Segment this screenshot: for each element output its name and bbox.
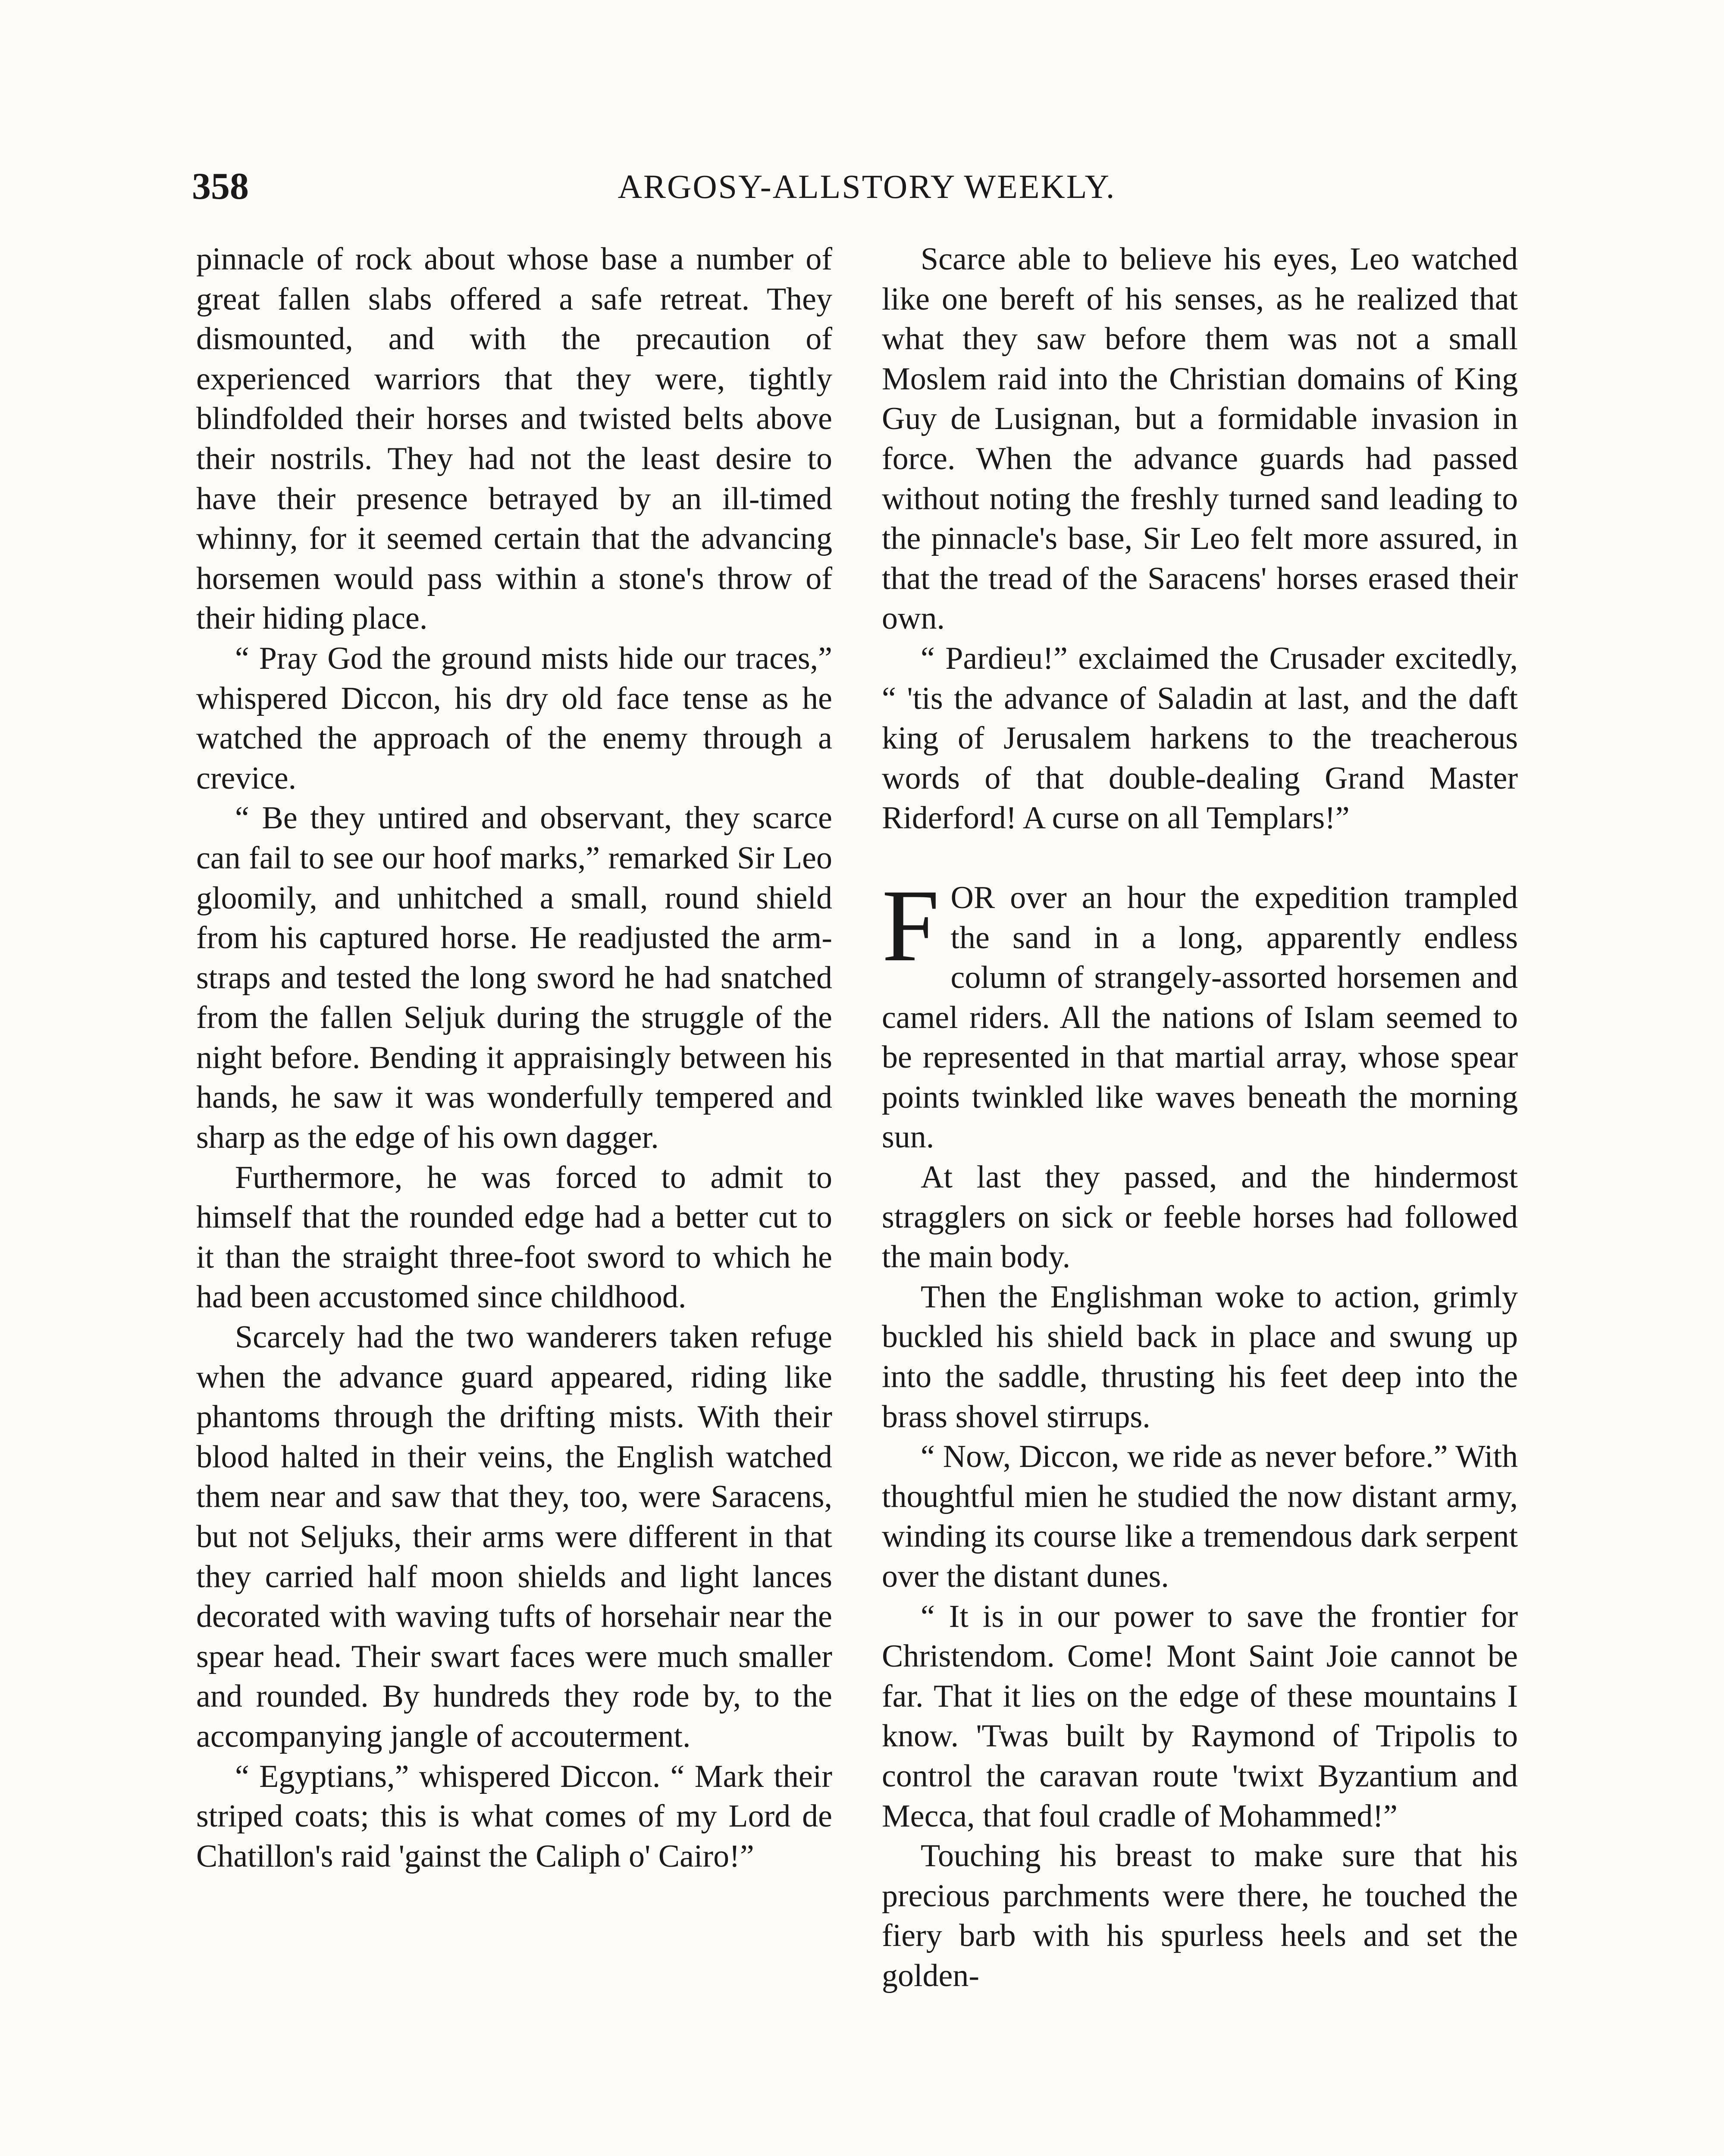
paragraph: “ Be they untired and observant, they scarce can fail to see our hoof marks,” remarked Sir Leo gloomily, and unhitched a small, round shield from his captured horse. He readjusted the arm-straps and tested the long sword he had snatched from the fallen Seljuk during the struggle of the night before. Bending it appraisingly between his hands, he saw it was wonderfully tempered and sharp as the edge of his own dagger.	[196, 800, 832, 1156]
paragraph: “ Now, Diccon, we ride as never before.” With thoughtful mien he studied the now distant army, winding its course like a tremendous dark serpent over the distant dunes.	[882, 1439, 1518, 1594]
paragraph: “ Egyptians,” whispered Diccon. “ Mark their striped coats; this is what comes of my Lord de Chatillon's raid 'gainst the Caliph o' Cairo!”	[196, 1758, 832, 1874]
paragraph: Touching his breast to make sure that his precious parchments were there, he touched the fiery barb with his spurless heels and set the golden-	[882, 1838, 1518, 1993]
left-column	[196, 239, 832, 1876]
page-number: 358	[192, 166, 249, 207]
paragraph: At last they passed, and the hindermost stragglers on sick or feeble horses had followed the main body.	[882, 1159, 1518, 1275]
paragraph: “ Pardieu!” exclaimed the Crusader excitedly, “ 'tis the advance of Saladin at last, and the daft king of Jerusalem harkens to the treacherous words of that double-dealing Grand Master Riderford! A curse on all Templars!”	[882, 640, 1518, 836]
paragraph: “ Pray God the ground mists hide our traces,” whispered Diccon, his dry old face tense as he watched the approach of the enemy through a crevice.	[196, 640, 832, 796]
paragraph: Scarce able to believe his eyes, Leo watched like one bereft of his senses, as he realized that what they saw before them was not a small Moslem raid into the Christian domains of King Guy de Lusignan, but a formidable invasion in force. When the advance guards had passed without noting the freshly turned sand leading to the pinnacle's base, Sir Leo felt more assured, in that the tread of the Saracens' horses erased their own.	[882, 241, 1518, 636]
paragraph: Furthermore, he was forced to admit to himself that the rounded edge had a better cut to it than the straight three-foot sword to which he had been accustomed since childhood.	[196, 1159, 832, 1315]
paragraph: Then the Englishman woke to action, grimly buckled his shield back in place and swung up into the saddle, thrusting his feet deep into the brass shovel stirrups.	[882, 1279, 1518, 1435]
dropcap-paragraph	[882, 868, 1518, 1157]
section-break	[882, 838, 1518, 878]
magazine-title: ARGOSY-ALLSTORY WEEKLY.	[618, 168, 1116, 205]
paragraph: pinnacle of rock about whose base a number of great fallen slabs offered a safe retreat. They dismounted, and with the precaution of experienced warriors that they were, tightly blindfolded their horses and twisted belts above their nostrils. They had not the least desire to have their presence betrayed by an ill-timed whinny, for it seemed certain that the advancing horsemen would pass within a stone's throw of their hiding place.	[196, 241, 832, 636]
dropcap-paragraph-text: OR over an hour the expedition trampled the sand in a long, apparently endless column of strangely-assorted horsemen and camel riders. All the nations of Islam seemed to be represented in that martial array, whose spear points twinkled like waves beneath the morning sun.	[882, 880, 1518, 1155]
paragraph: “ It is in our power to save the frontier for Christendom. Come! Mont Saint Joie cannot be far. That it lies on the edge of these mountains I know. 'Twas built by Raymond of Tripolis to control the caravan route 'twixt Byzantium and Mecca, that foul cradle of Mohammed!”	[882, 1598, 1518, 1834]
running-head	[192, 159, 1542, 215]
paragraph: Scarcely had the two wanderers taken refuge when the advance guard appeared, riding like phantoms through the drifting mists. With their blood halted in their veins, the English watched them near and saw that they, too, were Saracens, but not Seljuks, their arms were different in that they carried half moon shields and light lances decorated with waving tufts of horsehair near the spear head. Their swart faces were much smaller and rounded. By hundreds they rode by, to the accompanying jangle of accouterment.	[196, 1319, 832, 1754]
drop-cap-letter: F	[882, 868, 940, 983]
right-column	[882, 239, 1518, 1996]
